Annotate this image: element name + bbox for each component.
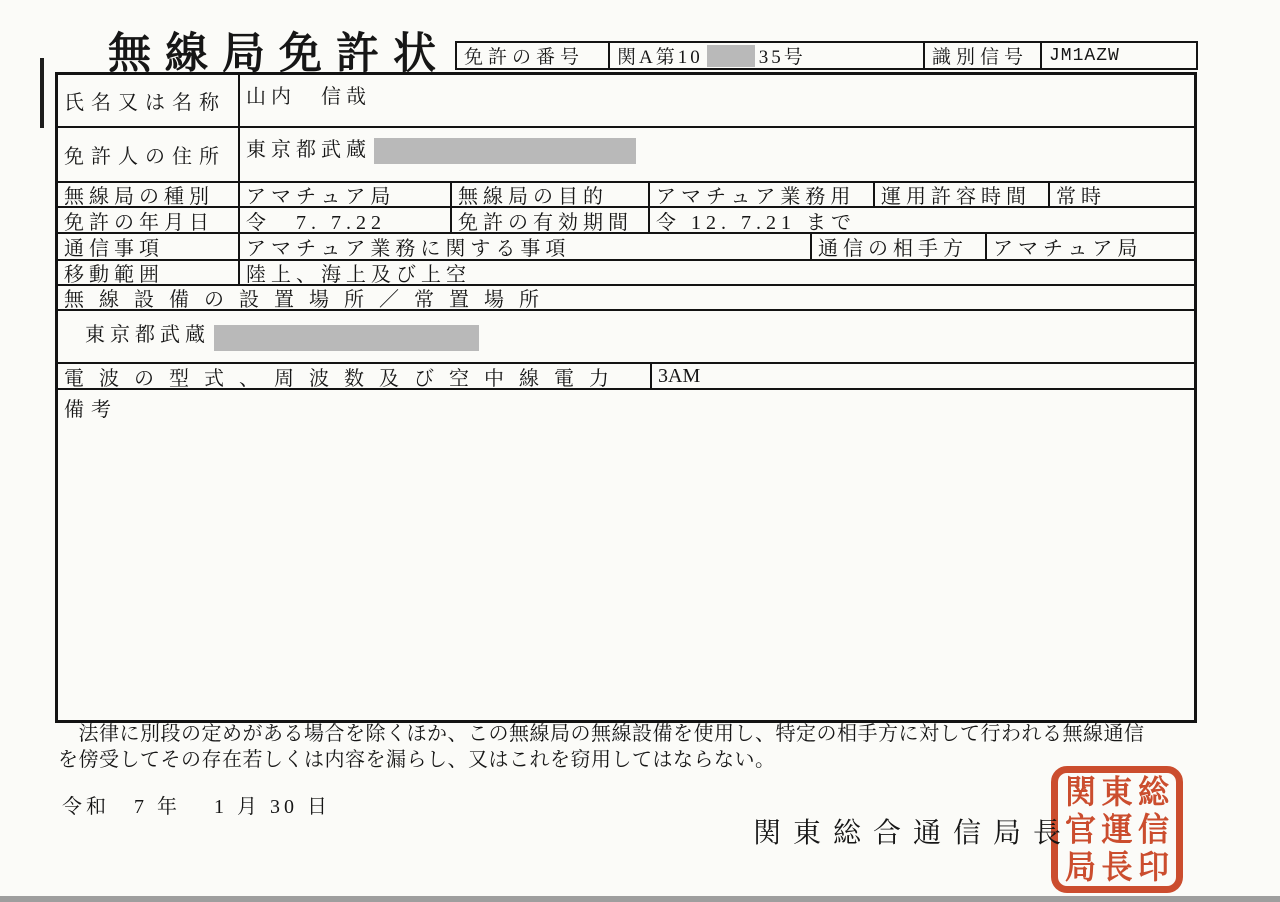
redaction-box xyxy=(374,138,636,164)
legal-text-line2: を傍受してその存在若しくは内容を漏らし、又はこれを窃用してはならない。 xyxy=(58,749,776,771)
comm-matters-label-cell: 通信事項 xyxy=(64,238,164,259)
seal-column xyxy=(1101,773,1133,886)
seal-character: 信 xyxy=(1138,811,1169,848)
issuer-title: 関東総合通信局長 xyxy=(753,818,1074,849)
seal-column xyxy=(1138,773,1169,886)
document-title: 無線局免許状 xyxy=(108,31,450,78)
hours-value-cell: 常時 xyxy=(1048,183,1194,206)
address-value-cell xyxy=(238,128,1194,181)
station-type-row xyxy=(58,181,1194,206)
mobile-range-label-cell: 移動範囲 xyxy=(64,264,164,284)
location-value-row xyxy=(58,309,1194,362)
address-row xyxy=(58,126,1194,181)
location-text: 東京都武蔵 xyxy=(85,324,210,346)
seal-character: 東 xyxy=(1101,773,1133,811)
seal-character: 長 xyxy=(1101,848,1133,886)
license-table xyxy=(55,72,1197,723)
hours-label-cell: 運用許容時間 xyxy=(873,183,1048,206)
wave-label-cell: 電波の型式、周波数及び空中線電力 xyxy=(64,367,624,388)
validity-value-cell: 令 12. 7.21 まで xyxy=(648,208,1194,232)
location-header-row xyxy=(58,284,1194,309)
name-label-cell: 氏名又は名称 xyxy=(64,92,226,114)
legal-text xyxy=(58,721,1228,773)
legal-text-line1: 法律に別段の定めがある場合を除くほか、この無線局の無線設備を使用し、特定の相手方に対して行われる無線通信 xyxy=(58,723,1145,745)
scan-edge-line xyxy=(0,896,1280,902)
license-date-label-cell: 免許の年月日 xyxy=(64,211,214,232)
name-value-cell: 山内 信哉 xyxy=(238,75,1194,126)
license-number-prefix: 関A第10 xyxy=(617,47,703,68)
callsign-value: JM1AZW xyxy=(1040,41,1198,70)
mobile-range-value-cell: 陸上、海上及び上空 xyxy=(238,261,1194,284)
address-text: 東京都武蔵 xyxy=(246,139,371,161)
purpose-label-cell: 無線局の目的 xyxy=(450,183,648,206)
callsign-label: 識別信号 xyxy=(923,41,1042,70)
seal-character: 総 xyxy=(1138,773,1169,811)
validity-label-cell: 免許の有効期間 xyxy=(450,208,648,232)
issue-date: 令和 7 年 1 月 30 日 xyxy=(62,796,331,818)
seal-character: 運 xyxy=(1101,811,1133,848)
purpose-value-cell: アマチュア業務用 xyxy=(648,183,873,206)
comm-party-value-cell: アマチュア局 xyxy=(985,234,1194,259)
comm-party-label-cell: 通信の相手方 xyxy=(810,234,985,259)
license-number-suffix: 35号 xyxy=(758,47,806,68)
wave-row xyxy=(58,362,1194,388)
communication-matters-row xyxy=(58,232,1194,259)
station-type-label-cell: 無線局の種別 xyxy=(64,186,214,206)
location-label-cell: 無線設備の設置場所／常置場所 xyxy=(64,289,554,309)
station-type-value-cell: アマチュア局 xyxy=(238,183,450,206)
location-value-cell xyxy=(58,311,1194,362)
header-boxes xyxy=(455,41,1198,70)
license-date-row xyxy=(58,206,1194,232)
seal-character: 官 xyxy=(1065,811,1096,848)
redaction-box xyxy=(214,325,479,351)
license-number-label: 免許の番号 xyxy=(455,41,610,70)
remarks-label-cell: 備考 xyxy=(64,399,118,421)
remarks-row xyxy=(58,388,1194,720)
name-row xyxy=(58,75,1194,126)
wave-value-cell: 3AM xyxy=(650,364,1194,388)
seal-character: 局 xyxy=(1065,848,1096,886)
mobile-range-row xyxy=(58,259,1194,284)
comm-matters-value-cell: アマチュア業務に関する事項 xyxy=(238,234,810,259)
redaction-box xyxy=(707,45,755,67)
license-date-value-cell: 令 7. 7.22 xyxy=(238,208,450,232)
seal-character: 印 xyxy=(1138,848,1169,886)
license-number-value xyxy=(608,41,925,70)
seal-character: 関 xyxy=(1065,773,1096,811)
address-label-cell: 免許人の住所 xyxy=(64,146,226,168)
scan-artifact xyxy=(40,58,44,128)
